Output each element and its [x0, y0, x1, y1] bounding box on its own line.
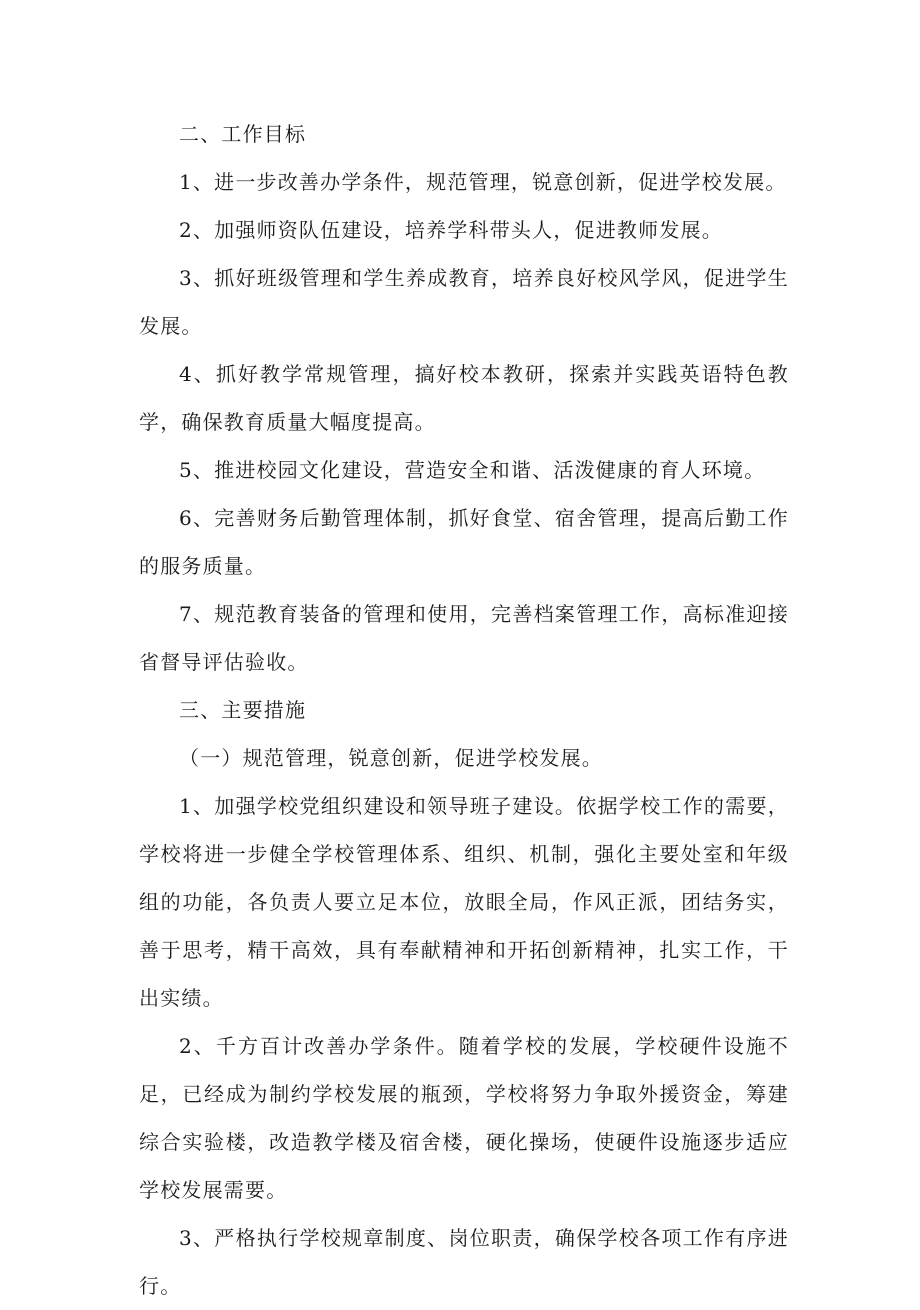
goal-item-4: 4、抓好教学常规管理，搞好校本教研，探索并实践英语特色教学，确保教育质量大幅度提高。	[139, 362, 789, 434]
document-body	[139, 110, 789, 1310]
measure-item-2: 2、千方百计改善办学条件。随着学校的发展，学校硬件设施不足，已经成为制约学校发展的瓶颈，学校将努力争取外援资金，筹建综合实验楼，改造教学楼及宿舍楼，硬化操场，使硬件设施逐步适应学校发展需要。	[139, 1034, 789, 1202]
section-heading-measures: 三、主要措施	[179, 698, 307, 722]
goal-item-1: 1、进一步改善办学条件，规范管理，锐意创新，促进学校发展。	[179, 170, 787, 194]
measure-item-3: 3、严格执行学校规章制度、岗位职责，确保学校各项工作有序进行。	[139, 1226, 789, 1298]
subsection-heading-1: （一）规范管理，锐意创新，促进学校发展。	[179, 746, 603, 770]
goal-item-6: 6、完善财务后勤管理体制，抓好食堂、宿舍管理，提高后勤工作的服务质量。	[139, 506, 789, 578]
section-heading-goals: 二、工作目标	[179, 122, 307, 146]
goal-item-2: 2、加强师资队伍建设，培养学科带头人，促进教师发展。	[179, 218, 723, 242]
measure-item-1: 1、加强学校党组织建设和领导班子建设。依据学校工作的需要，学校将进一步健全学校管理体系、组织、机制，强化主要处室和年级组的功能，各负责人要立足本位，放眼全局，作风正派，团结务实，善于思考，精干高效，具有奉献精神和开拓创新精神，扎实工作，干出实绩。	[139, 794, 789, 1010]
goal-item-7: 7、规范教育装备的管理和使用，完善档案管理工作，高标准迎接省督导评估验收。	[139, 602, 789, 674]
goal-item-5: 5、推进校园文化建设，营造安全和谐、活泼健康的育人环境。	[179, 458, 766, 482]
goal-item-3: 3、抓好班级管理和学生养成教育，培养良好校风学风，促进学生发展。	[139, 266, 789, 338]
